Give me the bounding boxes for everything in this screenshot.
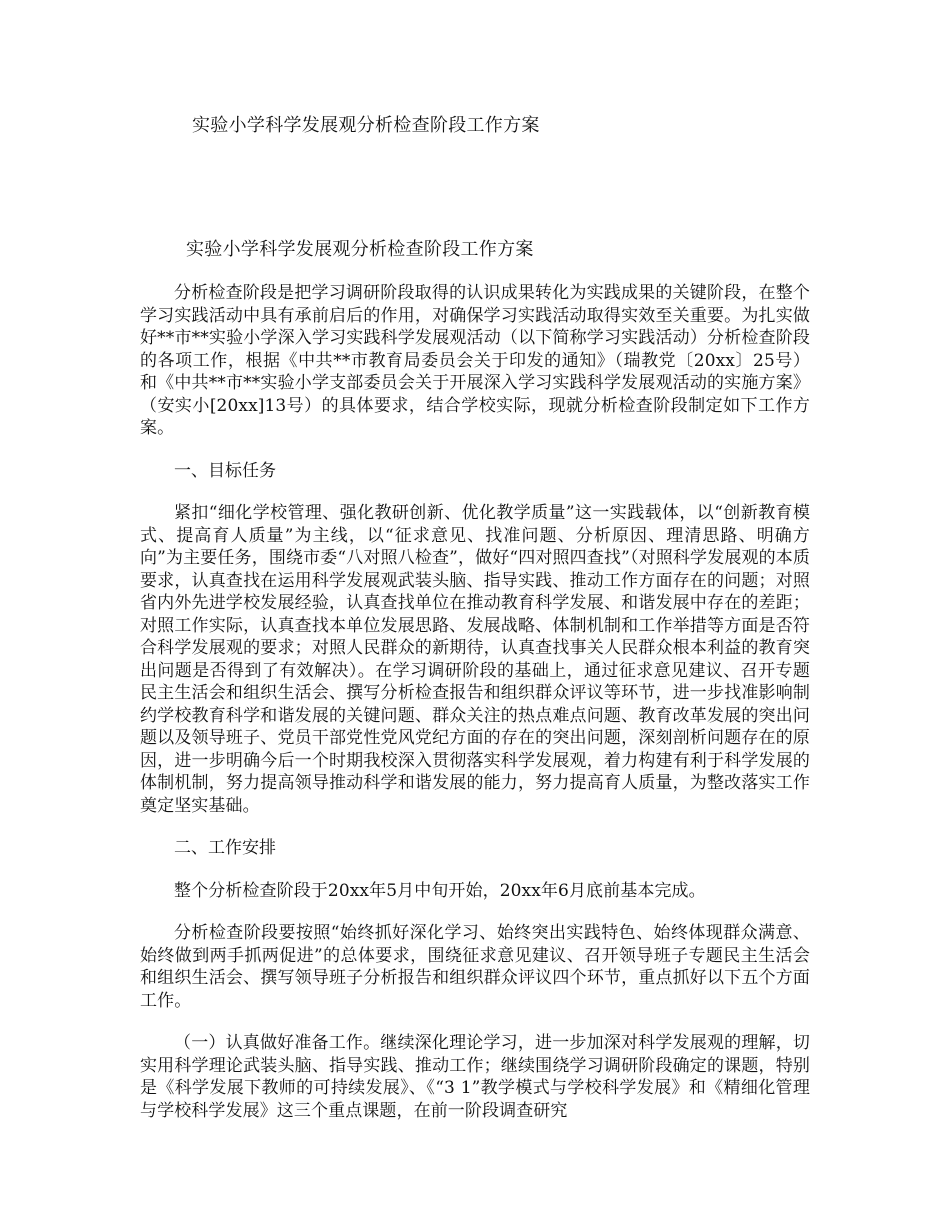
paragraph-intro: 分析检查阶段是把学习调研阶段取得的认识成果转化为实践成果的关键阶段，在整个学习实践活动中具有承前启后的作用，对确保学习实践活动取得实效至关重要。为扎实做好**市**实验小学深入学习实践科学发展观活动（以下简称学习实践活动）分析检查阶段的各项工作，根据《中共**市教育局委员会关于印发的通知》（瑞教党〔20xx〕25号）和《中共**市**实验小学支部委员会关于开展深入学习实践科学发展观活动的实施方案》（安实小[20xx]13号）的具体要求，结合学校实际，现就分析检查阶段制定如下工作方案。: [140, 283, 810, 438]
section-heading-arrangement: 二、工作安排: [174, 838, 276, 858]
section-heading-goals: 一、目标任务: [174, 460, 276, 481]
paragraph-goals: 紧扣“细化学校管理、强化教研创新、优化教学质量”这一实践载体，以“创新教育模式、提高育人质量”为主线，以“征求意见、找准问题、分析原因、理清思路、明确方向”为主要任务，围绕市委“八对照八检查”，做好“四对照四查找”（对照科学发展观的本质要求，认真查找在运用科学发展观武装头脑、指导实践、推动工作方面存在的问题；对照省内外先进学校发展经验，认真查找单位在推动教育科学发展、和谐发展中存在的差距；对照工作实际，认真查找本单位发展思路、发展战略、体制机制和工作举措等方面是否符合科学发展观的要求；对照人民群众的新期待，认真查找事关人民群众根本利益的教育突出问题是否得到了有效解决）。在学习调研阶段的基础上，通过征求意见建议、召开专题民主生活会和组织生活会、撰写分析检查报告和组织群众评议等环节，进一步找准影响制约学校教育科学和谐发展的关键问题、群众关注的热点难点问题、教育改革发展的突出问题以及领导班子、党员干部党性党风党纪方面的存在的突出问题，深刻剖析问题存在的原因，进一步明确今后一个时期我校深入贯彻落实科学发展观，着力构建有利于科学发展的体制机制，努力提高领导推动科学和谐发展的能力，努力提高育人质量，为整改落实工作奠定坚实基础。: [140, 503, 810, 816]
paragraph-requirements: 分析检查阶段要按照“始终抓好深化学习、始终突出实践特色、始终体现群众满意、始终做到两手抓两促进”的总体要求，围绕征求意见建议、召开领导班子专题民主生活会和组织生活会、撰写领导班子分析报告和组织群众评议四个环节，重点抓好以下五个方面工作。: [140, 923, 810, 1011]
paragraph-preparation: （一）认真做好准备工作。继续深化理论学习，进一步加深对科学发展观的理解，切实用科学理论武装头脑、指导实践、推动工作；继续围绕学习调研阶段确定的课题，特别是《科学发展下教师的可持续发展》、《“3 1”教学模式与学校科学发展》和《精细化管理与学校科学发展》这三个重点课题，在前一阶段调查研究: [140, 1033, 810, 1121]
document-body: [140, 282, 810, 1142]
paragraph-schedule: 整个分析检查阶段于20xx年5月中旬开始，20xx年6月底前基本完成。: [174, 880, 706, 901]
document-title: 实验小学科学发展观分析检查阶段工作方案: [192, 115, 540, 136]
document-subtitle: 实验小学科学发展观分析检查阶段工作方案: [186, 239, 534, 260]
